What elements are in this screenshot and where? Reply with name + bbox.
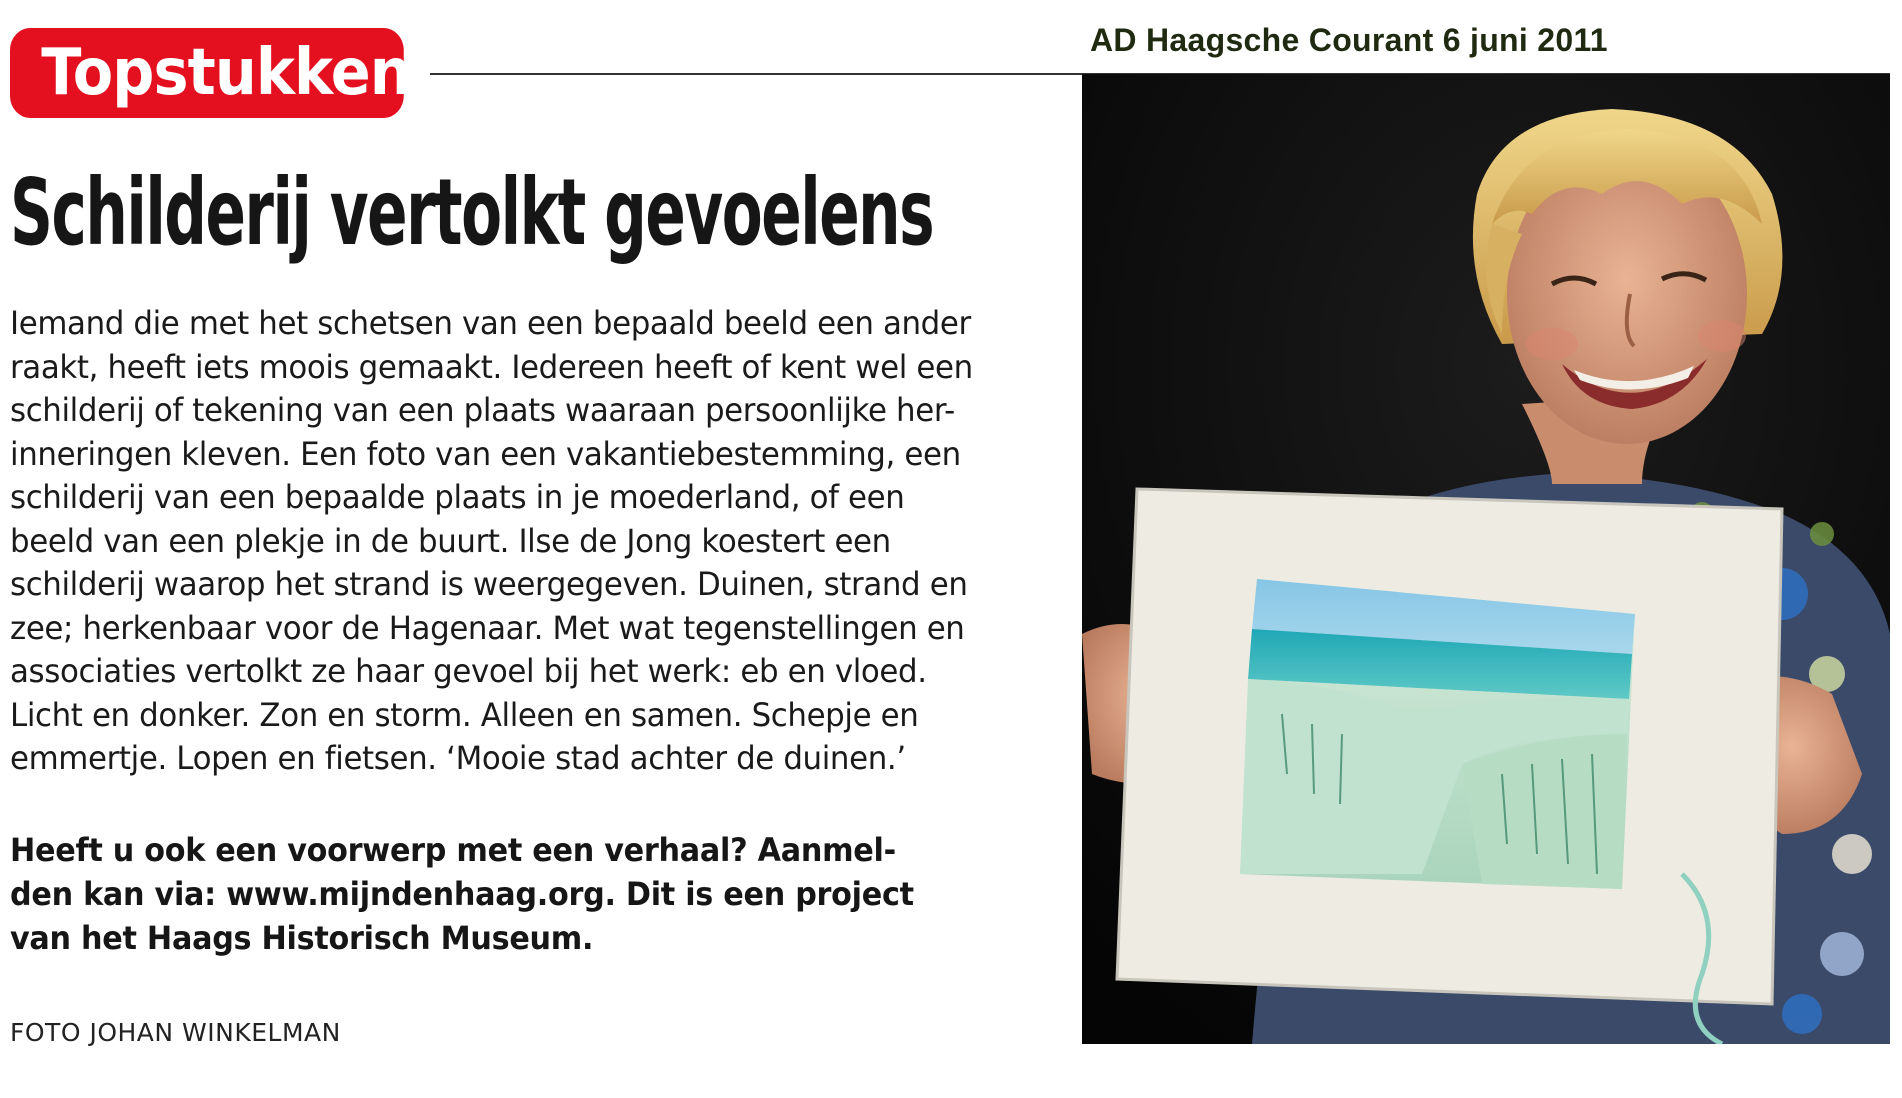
body-line: raakt, heeft iets moois gemaakt. Iedereen heeft of kent wel een: [10, 347, 973, 386]
article-body: [10, 302, 1033, 781]
body-line: schilderij van een bepaalde plaats in je moederland, of een: [10, 478, 905, 516]
body-line: emmertje. Lopen en fietsen. ‘Mooie stad achter de duinen.’: [10, 739, 906, 777]
call-to-action: [10, 828, 1012, 960]
body-line: Licht en donker. Zon en storm. Alleen en samen. Schepje en: [10, 695, 919, 734]
cta-line: den kan via: www.mijndenhaag.org. Dit is een project: [10, 875, 914, 913]
body-line: zee; herkenbaar voor de Hagenaar. Met wat tegenstellingen en: [10, 608, 965, 647]
body-line: inneringen kleven. Een foto van een vakantiebestemming, een: [10, 434, 961, 473]
body-line: Iemand die met het schetsen van een bepaald beeld een ander: [10, 304, 971, 342]
headline: Schilderij vertolkt gevoelens: [10, 159, 934, 266]
photo-illustration: [1082, 74, 1890, 1044]
cta-line: Heeft u ook een voorwerp met een verhaal? Aanmel-: [10, 831, 896, 869]
body-line: beeld van een plekje in de buurt. Ilse de Jong koestert een: [10, 521, 891, 560]
section-tag: Topstukken: [10, 28, 404, 118]
source-line: AD Haagsche Courant 6 juni 2011: [1090, 22, 1608, 58]
body-line: associaties vertolkt ze haar gevoel bij het werk: eb en vloed.: [10, 652, 927, 690]
body-line: schilderij of tekening van een plaats waaraan persoonlijke her-: [10, 391, 955, 429]
photo-credit: FOTO JOHAN WINKELMAN: [10, 1018, 341, 1047]
body-line: schilderij waarop het strand is weergegeven. Duinen, strand en: [10, 565, 968, 603]
cta-line: van het Haags Historisch Museum.: [10, 919, 594, 957]
photo: [1082, 74, 1890, 1044]
